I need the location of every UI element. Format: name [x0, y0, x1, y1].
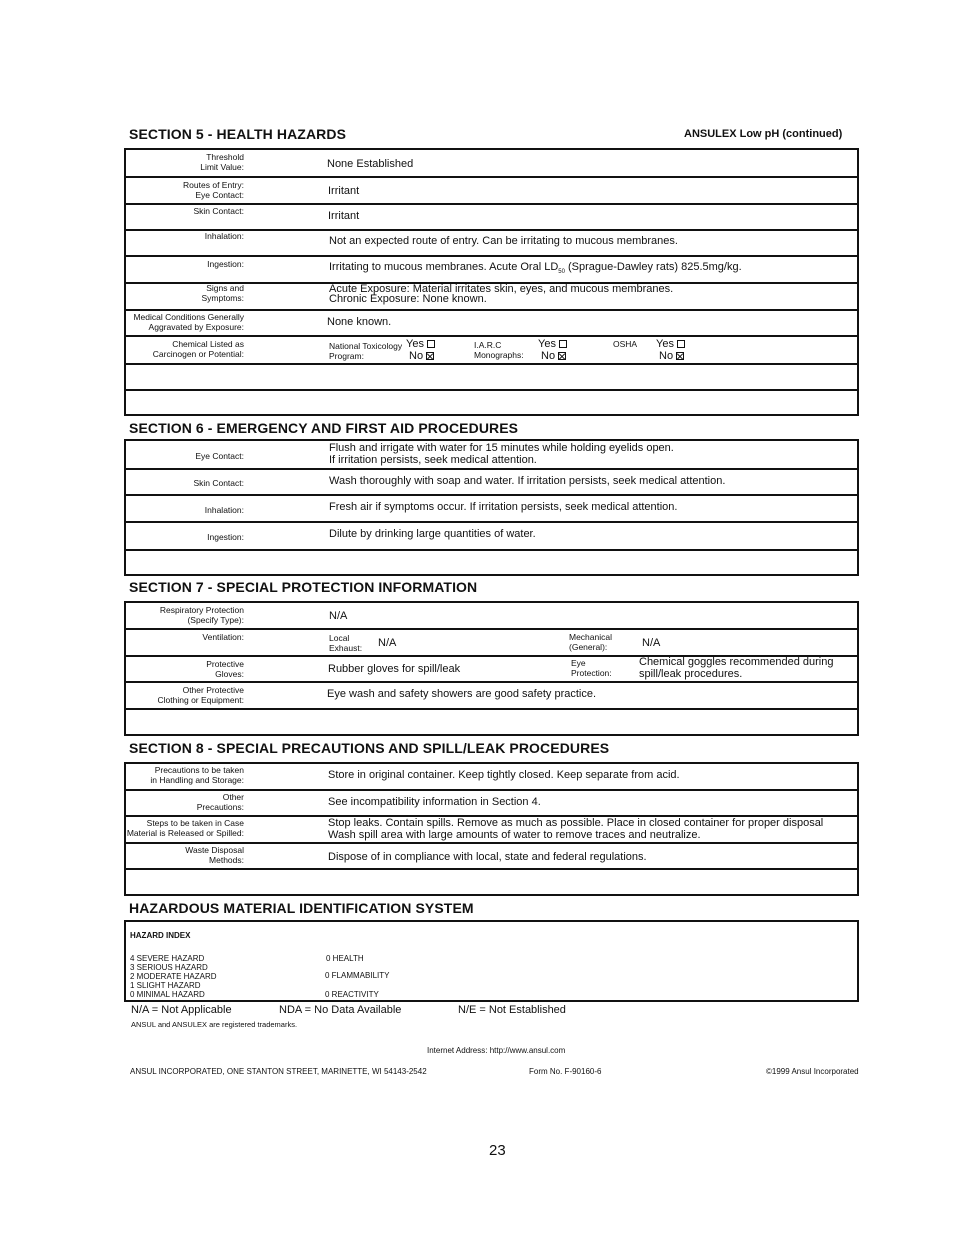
eye-contact-value: Irritant — [328, 185, 360, 197]
ntp-yes: Yes — [406, 338, 435, 350]
osha-yes-checkbox — [677, 340, 685, 348]
hmis-flammability: 0 FLAMMABILITY — [325, 971, 390, 980]
company-address: ANSUL INCORPORATED, ONE STANTON STREET, MARINETTE, WI 54143-2542 — [130, 1067, 427, 1076]
s6-skin-label: Skin Contact: — [193, 478, 244, 488]
respiratory-value: N/A — [329, 610, 348, 622]
handling-label: Precautions to be taken in Handling and Storage: — [150, 765, 244, 785]
mechanical-label: Mechanical (General): — [569, 632, 612, 652]
legend-nda: NDA = No Data Available — [279, 1004, 402, 1016]
product-header: ANSULEX Low pH (continued) — [684, 128, 843, 140]
carcinogen-label: Chemical Listed as Carcinogen or Potential: — [152, 339, 244, 359]
osha-label: OSHA — [613, 339, 638, 349]
osha-yes: Yes — [656, 338, 685, 350]
s6-eye-value: Flush and irrigate with water for 15 minutes while holding eyelids open. If irritation persists, seek medical attention. — [329, 442, 674, 466]
spill-value: Stop leaks. Contain spills. Remove as much as possible. Place in closed container for proper disposal Wash spill area with large amounts of water to remove traces and neutralize. — [328, 817, 824, 841]
tlv-label: Threshold Limit Value: — [200, 152, 244, 172]
waste-value: Dispose of in compliance with local, state and federal regulations. — [328, 851, 647, 863]
local-exhaust-label: Local Exhaust: — [329, 633, 363, 653]
section-6-title: SECTION 6 - EMERGENCY AND FIRST AID PROCEDURES — [129, 420, 519, 436]
signs-value: Acute Exposure: Material irritates skin, eyes, and mucous membranes. Chronic Exposure: None known. — [329, 283, 674, 305]
trademarks-note: ANSUL and ANSULEX are registered trademarks. — [131, 1020, 298, 1029]
s6-eye-label: Eye Contact: — [195, 451, 244, 461]
spill-label: Steps to be taken in Case Material is Released or Spilled: — [126, 818, 244, 838]
other-precautions-label: Other Precautions: — [196, 792, 244, 812]
routes-label: Routes of Entry: Eye Contact: — [183, 180, 244, 200]
iarc-yes: Yes — [538, 338, 567, 350]
medical-conditions-value: None known. — [327, 316, 392, 328]
skin-contact-label: Skin Contact: — [193, 206, 244, 216]
s6-skin-value: Wash thoroughly with soap and water. If irritation persists, seek medical attention. — [329, 475, 726, 487]
ingestion-label: Ingestion: — [207, 259, 244, 269]
hmis-box — [124, 920, 859, 1002]
s6-inhalation-value: Fresh air if symptoms occur. If irritation persists, seek medical attention. — [329, 501, 678, 513]
section-5-table — [124, 148, 859, 416]
mechanical-value: N/A — [642, 637, 661, 649]
skin-contact-value: Irritant — [328, 210, 360, 222]
hmis-health: 0 HEALTH — [326, 954, 364, 963]
s6-ingestion-label: Ingestion: — [207, 532, 244, 542]
section-8-title: SECTION 8 - SPECIAL PRECAUTIONS AND SPILL/LEAK PROCEDURES — [129, 740, 610, 756]
medical-conditions-label: Medical Conditions Generally Aggravated by Exposure: — [133, 312, 244, 332]
hazard-levels: 4 SEVERE HAZARD 3 SERIOUS HAZARD 2 MODERATE HAZARD 1 SLIGHT HAZARD 0 MINIMAL HAZARD — [130, 954, 217, 999]
handling-value: Store in original container. Keep tightly closed. Keep separate from acid. — [328, 769, 680, 781]
tlv-value: None Established — [327, 158, 414, 170]
section-5-title: SECTION 5 - HEALTH HAZARDS — [129, 126, 347, 142]
gloves-label: Protective Gloves: — [206, 659, 244, 679]
ntp-no-checkbox — [426, 352, 434, 360]
section-8-table — [124, 762, 859, 896]
hmis-reactivity: 0 REACTIVITY — [325, 990, 379, 999]
osha-no: No — [659, 350, 684, 362]
iarc-label: I.A.R.C Monographs: — [474, 340, 524, 360]
eye-protection-label: Eye Protection: — [571, 658, 612, 678]
eye-protection-value: Chemical goggles recommended during spill/leak procedures. — [639, 656, 834, 680]
iarc-no-checkbox — [558, 352, 566, 360]
inhalation-value: Not an expected route of entry. Can be irritating to mucous membranes. — [329, 235, 678, 247]
page-number: 23 — [489, 1142, 506, 1159]
hmis-title: HAZARDOUS MATERIAL IDENTIFICATION SYSTEM — [129, 900, 474, 916]
hazard-index-title: HAZARD INDEX — [130, 931, 191, 940]
iarc-no: No — [541, 350, 566, 362]
ingestion-value: Irritating to mucous membranes. Acute Oral $LD_{50}$ (Sprague-Dawley rats) 825.5mg/kg. — [329, 261, 742, 276]
osha-no-checkbox — [676, 352, 684, 360]
waste-label: Waste Disposal Methods: — [185, 845, 244, 865]
s6-ingestion-value: Dilute by drinking large quantities of water. — [329, 528, 536, 540]
signs-label: Signs and Symptoms: — [201, 283, 244, 303]
ventilation-label: Ventilation: — [202, 632, 244, 642]
section-6-table — [124, 439, 859, 576]
respiratory-label: Respiratory Protection (Specify Type): — [159, 605, 244, 625]
inhalation-label: Inhalation: — [204, 231, 244, 241]
s6-inhalation-label: Inhalation: — [204, 505, 244, 515]
legend-na: N/A = Not Applicable — [131, 1004, 232, 1016]
section-7-title: SECTION 7 - SPECIAL PROTECTION INFORMATION — [129, 579, 478, 595]
local-exhaust-value: N/A — [378, 637, 397, 649]
ntp-yes-checkbox — [427, 340, 435, 348]
iarc-yes-checkbox — [559, 340, 567, 348]
ntp-label: National Toxicology Program: — [329, 341, 403, 361]
internet-address: Internet Address: http://www.ansul.com — [427, 1046, 566, 1055]
section-7-table — [124, 601, 859, 736]
legend-ne: N/E = Not Established — [458, 1004, 566, 1016]
other-precautions-value: See incompatibility information in Section 4. — [328, 796, 541, 808]
gloves-value: Rubber gloves for spill/leak — [328, 663, 461, 675]
form-number: Form No. F-90160-6 — [529, 1067, 602, 1076]
other-protective-value: Eye wash and safety showers are good safety practice. — [327, 688, 597, 700]
ntp-no: No — [409, 350, 434, 362]
copyright: ©1999 Ansul Incorporated — [766, 1067, 859, 1076]
other-protective-label: Other Protective Clothing or Equipment: — [157, 685, 244, 705]
